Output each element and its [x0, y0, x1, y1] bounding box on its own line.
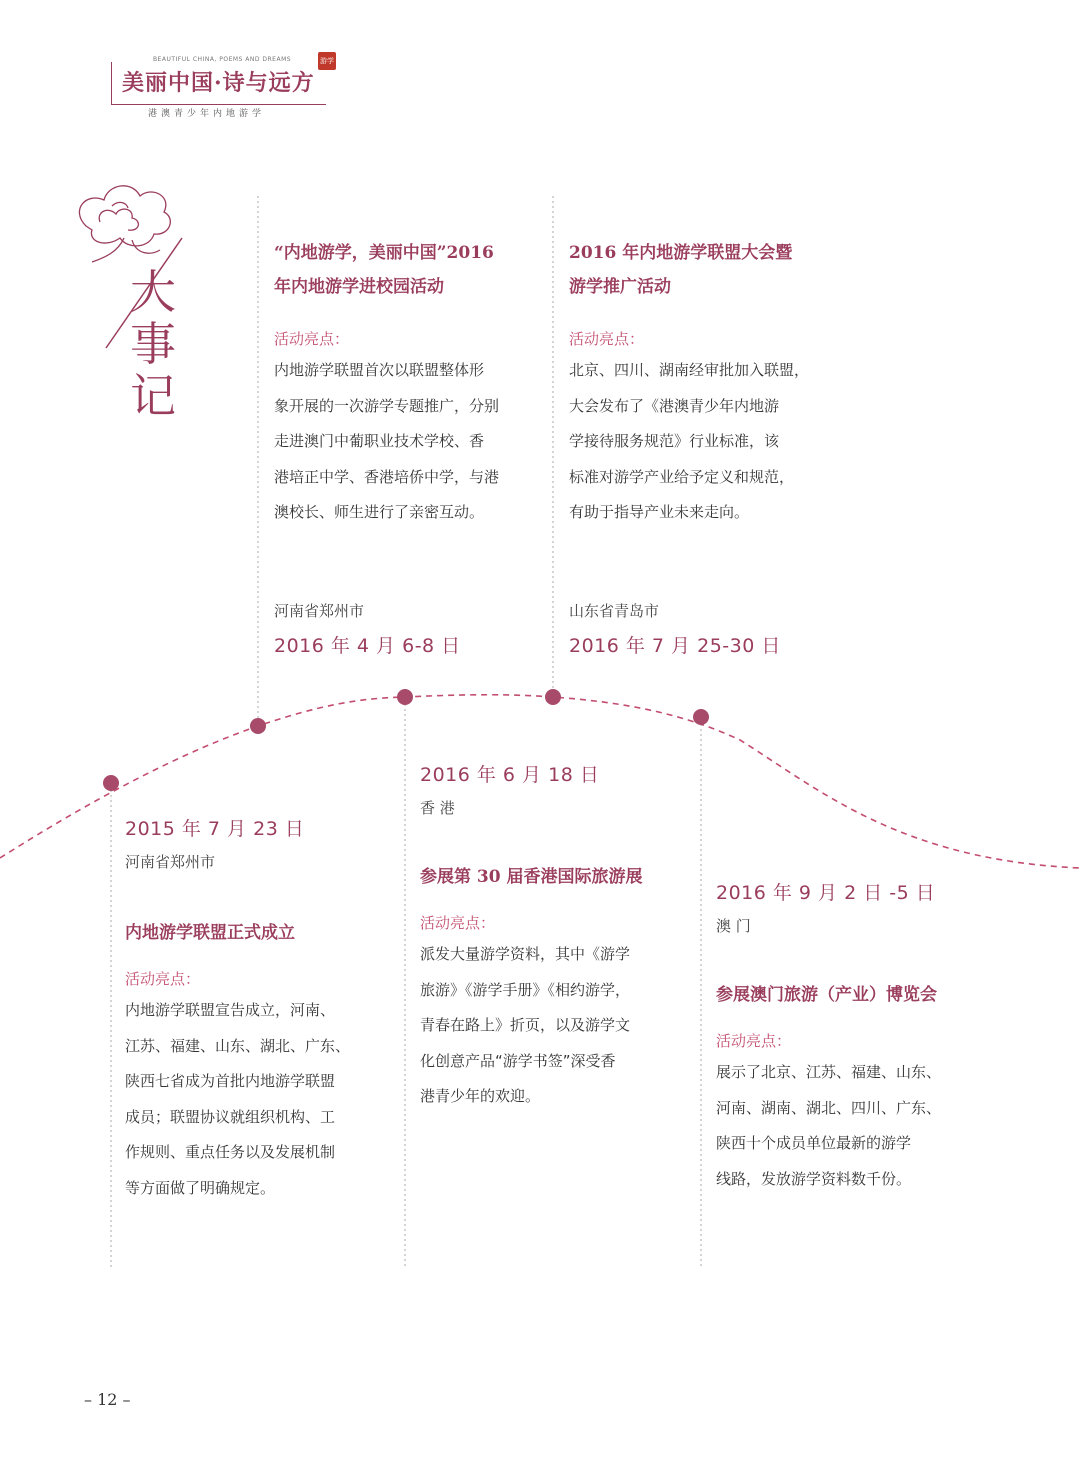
event-body: 内地游学联盟宣告成立，河南、 江苏、福建、山东、湖北、广东、 陕西七省成为首批内地游学联盟 成员；联盟协议就组织机构、工 作规则、重点任务以及发展机制 等方面做了明确规定。 — [125, 1001, 351, 1197]
highlight-label: 活动亮点： — [420, 914, 496, 932]
masthead-tagline: BEAUTIFUL CHINA, POEMS AND DREAMS — [152, 56, 292, 63]
highlight-label: 活动亮点： — [569, 330, 645, 348]
highlight-label: 活动亮点： — [274, 330, 350, 348]
cloud-icon — [79, 186, 170, 262]
event-date: 2016 年 4 月 6-8 日 — [274, 635, 461, 657]
seal-icon: 游学 — [318, 52, 336, 70]
event-date: 2016 年 7 月 25-30 日 — [569, 635, 781, 657]
event-place: 澳 门 — [716, 917, 751, 935]
event-title: “内地游学，美丽中国”2016 年内地游学进校园活动 — [274, 243, 494, 297]
masthead-title: 美丽中国·诗与远方 — [122, 70, 315, 96]
masthead-subtitle: 港澳青少年内地游学 — [148, 109, 266, 119]
event-2016-04 — [274, 236, 544, 531]
event-title: 参展第 30 届香港国际旅游展 — [420, 867, 643, 887]
section-title: 大 事 记 — [130, 265, 176, 423]
event-date: 2015 年 7 月 23 日 — [125, 818, 305, 840]
timeline-dot — [545, 689, 561, 705]
event-title: 内地游学联盟正式成立 — [125, 923, 295, 943]
event-body: 派发大量游学资料，其中《游学 旅游》《游学手册》《相约游学， 青春在路上》折页，以及游学文 化创意产品“游学书签”深受香 港青少年的欢迎。 — [420, 945, 631, 1105]
timeline-dot — [397, 689, 413, 705]
event-place: 山东省青岛市 — [569, 602, 660, 620]
event-date: 2016 年 6 月 18 日 — [420, 764, 600, 786]
event-body: 北京、四川、湖南经审批加入联盟， 大会发布了《港澳青少年内地游 学接待服务规范》行业标准，该 标准对游学产业给予定义和规范， 有助于指导产业未来走向。 — [569, 361, 810, 521]
event-title: 参展澳门旅游（产业）博览会 — [716, 985, 937, 1005]
event-2016-07 — [569, 236, 849, 531]
highlight-label: 活动亮点： — [125, 970, 201, 988]
event-2015-07 — [125, 814, 395, 1206]
timeline-dot — [693, 709, 709, 725]
event-place: 河南省郑州市 — [274, 602, 365, 620]
event-2016-06 — [420, 760, 690, 1115]
event-place: 香 港 — [420, 799, 455, 817]
highlight-label: 活动亮点： — [716, 1032, 792, 1050]
timeline-dot — [103, 775, 119, 791]
event-2016-09 — [716, 878, 986, 1197]
event-body: 展示了北京、江苏、福建、山东、 河南、湖南、湖北、四川、广东、 陕西十个成员单位最新的游学 线路，发放游学资料数千份。 — [716, 1063, 942, 1188]
event-title: 2016 年内地游学联盟大会暨 游学推广活动 — [569, 243, 793, 297]
event-place: 河南省郑州市 — [125, 853, 216, 871]
event-date: 2016 年 9 月 2 日 -5 日 — [716, 882, 936, 904]
page-number: – 12 – — [84, 1390, 131, 1409]
timeline-dot — [250, 718, 266, 734]
event-body: 内地游学联盟首次以联盟整体形 象开展的一次游学专题推广，分别 走进澳门中葡职业技术学校、香 港培正中学、香港培侨中学，与港 澳校长、师生进行了亲密互动。 — [274, 361, 500, 521]
